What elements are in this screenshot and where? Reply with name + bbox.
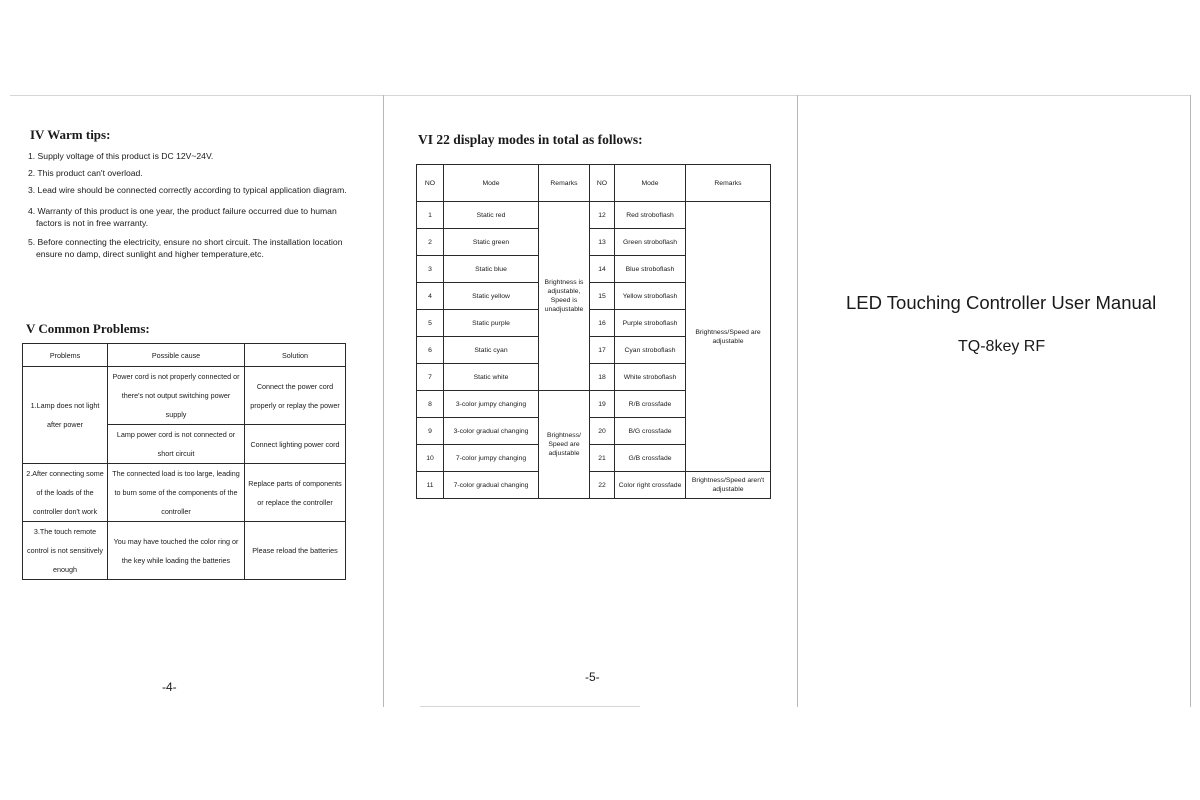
tip-item — [28, 167, 363, 179]
remarks-cell: Brightness/Speed aren't adjustable — [686, 472, 771, 499]
display-modes-heading: VI 22 display modes in total as follows: — [418, 132, 643, 147]
no-cell: 7 — [417, 364, 444, 391]
tip-text: 1. Supply voltage of this product is DC 12V~24V. — [28, 151, 214, 161]
no-cell: 8 — [417, 391, 444, 418]
no-cell: 1 — [417, 202, 444, 229]
mode-cell: R/B crossfade — [615, 391, 686, 418]
page-5 — [410, 0, 780, 800]
page-4 — [22, 0, 362, 800]
mode-cell: G/B crossfade — [615, 445, 686, 472]
no-cell: 13 — [590, 229, 615, 256]
tip-text-continued: factors is not in free warranty. — [36, 218, 149, 228]
problem-cell: 2.After connecting some of the loads of the controller don't work — [23, 464, 108, 522]
tip-text: 4. Warranty of this product is one year, the product failure occurred due to human — [28, 206, 337, 216]
table-header-row — [23, 344, 346, 367]
tip-item — [28, 205, 363, 229]
mode-cell: Static white — [444, 364, 539, 391]
no-cell: 18 — [590, 364, 615, 391]
mode-cell: Cyan stroboflash — [615, 337, 686, 364]
tip-text: 2. This product can't overload. — [28, 168, 143, 178]
fold-line-right — [797, 95, 798, 707]
common-problems-heading: V Common Problems: — [26, 321, 150, 336]
col-header-no-2: NO — [590, 165, 615, 202]
table-row — [417, 472, 771, 499]
tip-text-continued: ensure no damp, direct sunlight and higher temperature,etc. — [36, 249, 264, 259]
no-cell: 6 — [417, 337, 444, 364]
mode-cell: White stroboflash — [615, 364, 686, 391]
cause-cell: Power cord is not properly connected or there's not output switching power supply — [108, 367, 245, 425]
remarks-cell: Brightness/Speed are adjustable — [686, 202, 771, 472]
no-cell: 4 — [417, 283, 444, 310]
tip-text: 3. Lead wire should be connected correctly according to typical application diagram. — [28, 185, 347, 195]
mode-cell: Red stroboflash — [615, 202, 686, 229]
solution-cell: Connect lighting power cord — [245, 425, 346, 464]
mode-cell: Yellow stroboflash — [615, 283, 686, 310]
tip-item — [28, 184, 363, 196]
mode-cell: Static yellow — [444, 283, 539, 310]
no-cell: 2 — [417, 229, 444, 256]
no-cell: 3 — [417, 256, 444, 283]
mode-cell: 7-color gradual changing — [444, 472, 539, 499]
mode-cell: 3-color gradual changing — [444, 418, 539, 445]
table-row — [23, 367, 346, 425]
problem-cell: 3.The touch remote control is not sensitively enough — [23, 522, 108, 580]
no-cell: 21 — [590, 445, 615, 472]
tip-item — [28, 150, 363, 162]
col-header-solution: Solution — [245, 344, 346, 367]
page-number: -5- — [585, 670, 600, 684]
tip-text: 5. Before connecting the electricity, ensure no short circuit. The installation location — [28, 237, 343, 247]
mode-cell: Purple stroboflash — [615, 310, 686, 337]
solution-cell: Replace parts of components or replace the controller — [245, 464, 346, 522]
col-header-problems: Problems — [23, 344, 108, 367]
mode-cell: Static purple — [444, 310, 539, 337]
fold-line-left — [383, 95, 384, 707]
table-row — [23, 464, 346, 522]
solution-cell: Please reload the batteries — [245, 522, 346, 580]
page-number: -4- — [162, 680, 177, 694]
mode-cell: 7-color jumpy changing — [444, 445, 539, 472]
mode-cell: Color right crossfade — [615, 472, 686, 499]
col-header-mode: Mode — [444, 165, 539, 202]
mode-cell: Static blue — [444, 256, 539, 283]
col-header-remarks-2: Remarks — [686, 165, 771, 202]
display-modes-table — [416, 164, 771, 499]
no-cell: 15 — [590, 283, 615, 310]
no-cell: 5 — [417, 310, 444, 337]
col-header-mode-2: Mode — [615, 165, 686, 202]
mode-cell: Static cyan — [444, 337, 539, 364]
warm-tips-heading: IV Warm tips: — [30, 127, 111, 142]
table-row — [417, 202, 771, 229]
no-cell: 17 — [590, 337, 615, 364]
common-problems-table — [22, 343, 346, 580]
cause-cell: The connected load is too large, leading to burn some of the components of the controller — [108, 464, 245, 522]
problem-cell: 1.Lamp does not light after power — [23, 367, 108, 464]
solution-cell: Connect the power cord properly or replay the power — [245, 367, 346, 425]
no-cell: 10 — [417, 445, 444, 472]
no-cell: 11 — [417, 472, 444, 499]
no-cell: 12 — [590, 202, 615, 229]
col-header-remarks: Remarks — [539, 165, 590, 202]
no-cell: 19 — [590, 391, 615, 418]
no-cell: 14 — [590, 256, 615, 283]
no-cell: 20 — [590, 418, 615, 445]
cause-cell: Lamp power cord is not connected or short circuit — [108, 425, 245, 464]
col-header-possible-cause: Possible cause — [108, 344, 245, 367]
mode-cell: 3-color jumpy changing — [444, 391, 539, 418]
no-cell: 16 — [590, 310, 615, 337]
table-row — [23, 522, 346, 580]
mode-cell: Static red — [444, 202, 539, 229]
remarks-cell: Brightness/ Speed are adjustable — [539, 391, 590, 499]
col-header-no: NO — [417, 165, 444, 202]
no-cell: 9 — [417, 418, 444, 445]
mode-cell: Static green — [444, 229, 539, 256]
mode-cell: Blue stroboflash — [615, 256, 686, 283]
tip-item — [28, 236, 363, 260]
manual-title: LED Touching Controller User Manual — [846, 292, 1157, 313]
page-cover — [800, 0, 1200, 800]
table-header-row — [417, 165, 771, 202]
model-name: TQ-8key RF — [958, 338, 1046, 355]
mode-cell: Green stroboflash — [615, 229, 686, 256]
remarks-cell: Brightness is adjustable, Speed is unadjustable — [539, 202, 590, 391]
cause-cell: You may have touched the color ring or the key while loading the batteries — [108, 522, 245, 580]
mode-cell: B/G crossfade — [615, 418, 686, 445]
no-cell: 22 — [590, 472, 615, 499]
